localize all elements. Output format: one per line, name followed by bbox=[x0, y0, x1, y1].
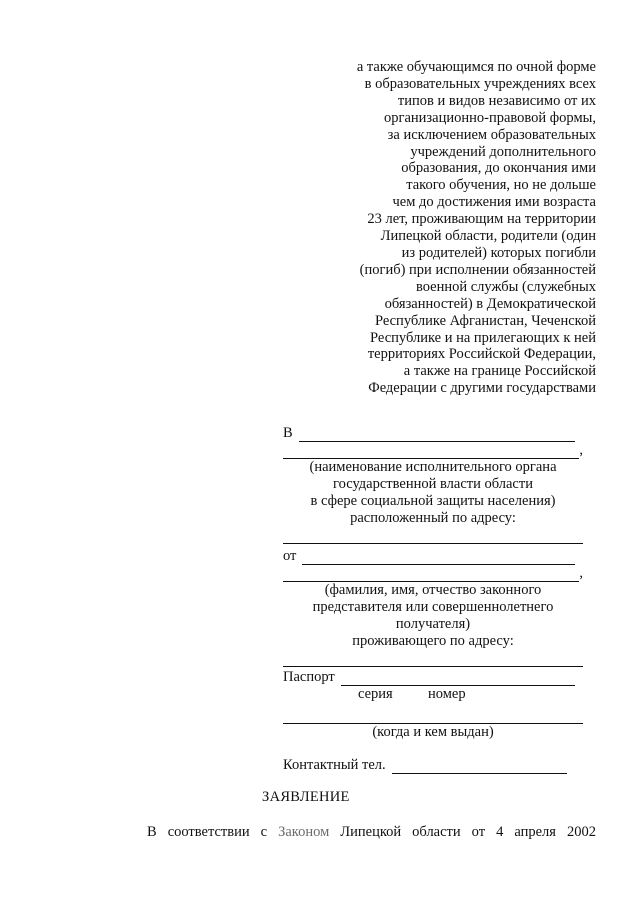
word: 4 bbox=[496, 824, 504, 840]
passport-line bbox=[283, 669, 583, 686]
addressee-line: чем до достижения ими возраста bbox=[392, 194, 596, 211]
addressee-line: (погиб) при исполнении обязанностей bbox=[359, 261, 596, 278]
addressee-line: 23 лет, проживающим на территории bbox=[367, 211, 596, 228]
addressee-line: образования, до окончания ими bbox=[401, 160, 596, 177]
addressee-line: а также обучающимся по очной форме bbox=[356, 59, 596, 75]
addressee-line: такого обучения, но не дольше bbox=[406, 177, 596, 194]
word: В bbox=[147, 824, 157, 840]
person-address-line bbox=[283, 650, 583, 667]
word: апреля bbox=[514, 824, 556, 840]
phone-label: Контактный тел. bbox=[283, 757, 386, 773]
person-hint: представителя или совершеннолетнего bbox=[312, 599, 554, 615]
issued-line bbox=[283, 707, 583, 724]
phone-field[interactable] bbox=[392, 761, 567, 774]
series-label: серия bbox=[358, 686, 393, 702]
addressee-block bbox=[300, 59, 596, 397]
issued-field[interactable] bbox=[283, 711, 583, 724]
addressee-line: а также на границе Российской bbox=[403, 363, 596, 380]
addressee-line: обязанностей) в Демократической bbox=[384, 295, 596, 312]
word: от bbox=[471, 824, 486, 840]
addressee-line: в образовательных учреждениях всех bbox=[364, 75, 596, 92]
organ-address-field[interactable] bbox=[283, 531, 583, 544]
phone-line bbox=[283, 757, 583, 774]
addressee-line: Липецкой области, родители (один bbox=[380, 228, 596, 245]
organ-hint: (наименование исполнительного органа bbox=[309, 459, 557, 475]
organ-hint: в сфере социальной защиты населения) bbox=[310, 493, 556, 509]
document-title: ЗАЯВЛЕНИЕ bbox=[262, 789, 350, 805]
person-hint: получателя) bbox=[395, 616, 471, 632]
word: с bbox=[260, 824, 268, 840]
organ-address-line bbox=[283, 527, 583, 544]
addressee-line: территориях Российской Федерации, bbox=[367, 346, 596, 363]
word: Липецкой bbox=[340, 824, 402, 840]
trailing-comma: , bbox=[579, 565, 583, 581]
addressee-line: типов и видов независимо от их bbox=[397, 92, 596, 109]
word: соответствии bbox=[167, 824, 250, 840]
addressee-line: организационно-правовой формы, bbox=[384, 109, 596, 126]
from-line bbox=[283, 548, 583, 565]
passport-field[interactable] bbox=[341, 673, 575, 686]
applicant-name-field[interactable] bbox=[302, 552, 575, 565]
addressee-line: Федерации с другими государствами bbox=[368, 380, 596, 397]
applicant-name-field-2[interactable] bbox=[283, 569, 579, 582]
passport-label: Паспорт bbox=[283, 669, 335, 685]
addressee-line: из родителей) которых погибли bbox=[401, 244, 596, 261]
word: области bbox=[412, 824, 461, 840]
addressee-line: учреждений дополнительного bbox=[410, 143, 596, 160]
person-address-field[interactable] bbox=[283, 654, 583, 667]
organ-name-line-2 bbox=[283, 442, 583, 459]
issued-hint: (когда и кем выдан) bbox=[372, 724, 494, 740]
person-address-label: проживающего по адресу: bbox=[352, 633, 514, 649]
to-prefix: В bbox=[283, 425, 293, 441]
to-organ-line bbox=[283, 425, 583, 442]
number-label: номер bbox=[428, 686, 466, 702]
organ-hint: государственной власти области bbox=[333, 476, 533, 492]
applicant-name-line-2 bbox=[283, 565, 583, 582]
body-paragraph-line bbox=[147, 824, 596, 841]
organ-address-label: расположенный по адресу: bbox=[350, 510, 516, 526]
organ-name-field-2[interactable] bbox=[283, 446, 579, 459]
addressee-line: за исключением образовательных bbox=[387, 126, 596, 143]
addressee-line: Республике Афганистан, Чеченской bbox=[374, 312, 596, 329]
law-link[interactable]: Законом bbox=[278, 824, 330, 840]
person-hint: (фамилия, имя, отчество законного bbox=[324, 582, 542, 598]
organ-name-field[interactable] bbox=[299, 429, 575, 442]
application-form bbox=[283, 425, 583, 774]
from-prefix: от bbox=[283, 548, 297, 564]
trailing-comma: , bbox=[579, 442, 583, 458]
passport-sublabels bbox=[283, 686, 583, 703]
word: 2002 bbox=[566, 824, 596, 840]
addressee-line: Республике и на прилегающих к ней bbox=[370, 329, 596, 346]
addressee-line: военной службы (служебных bbox=[415, 278, 596, 295]
